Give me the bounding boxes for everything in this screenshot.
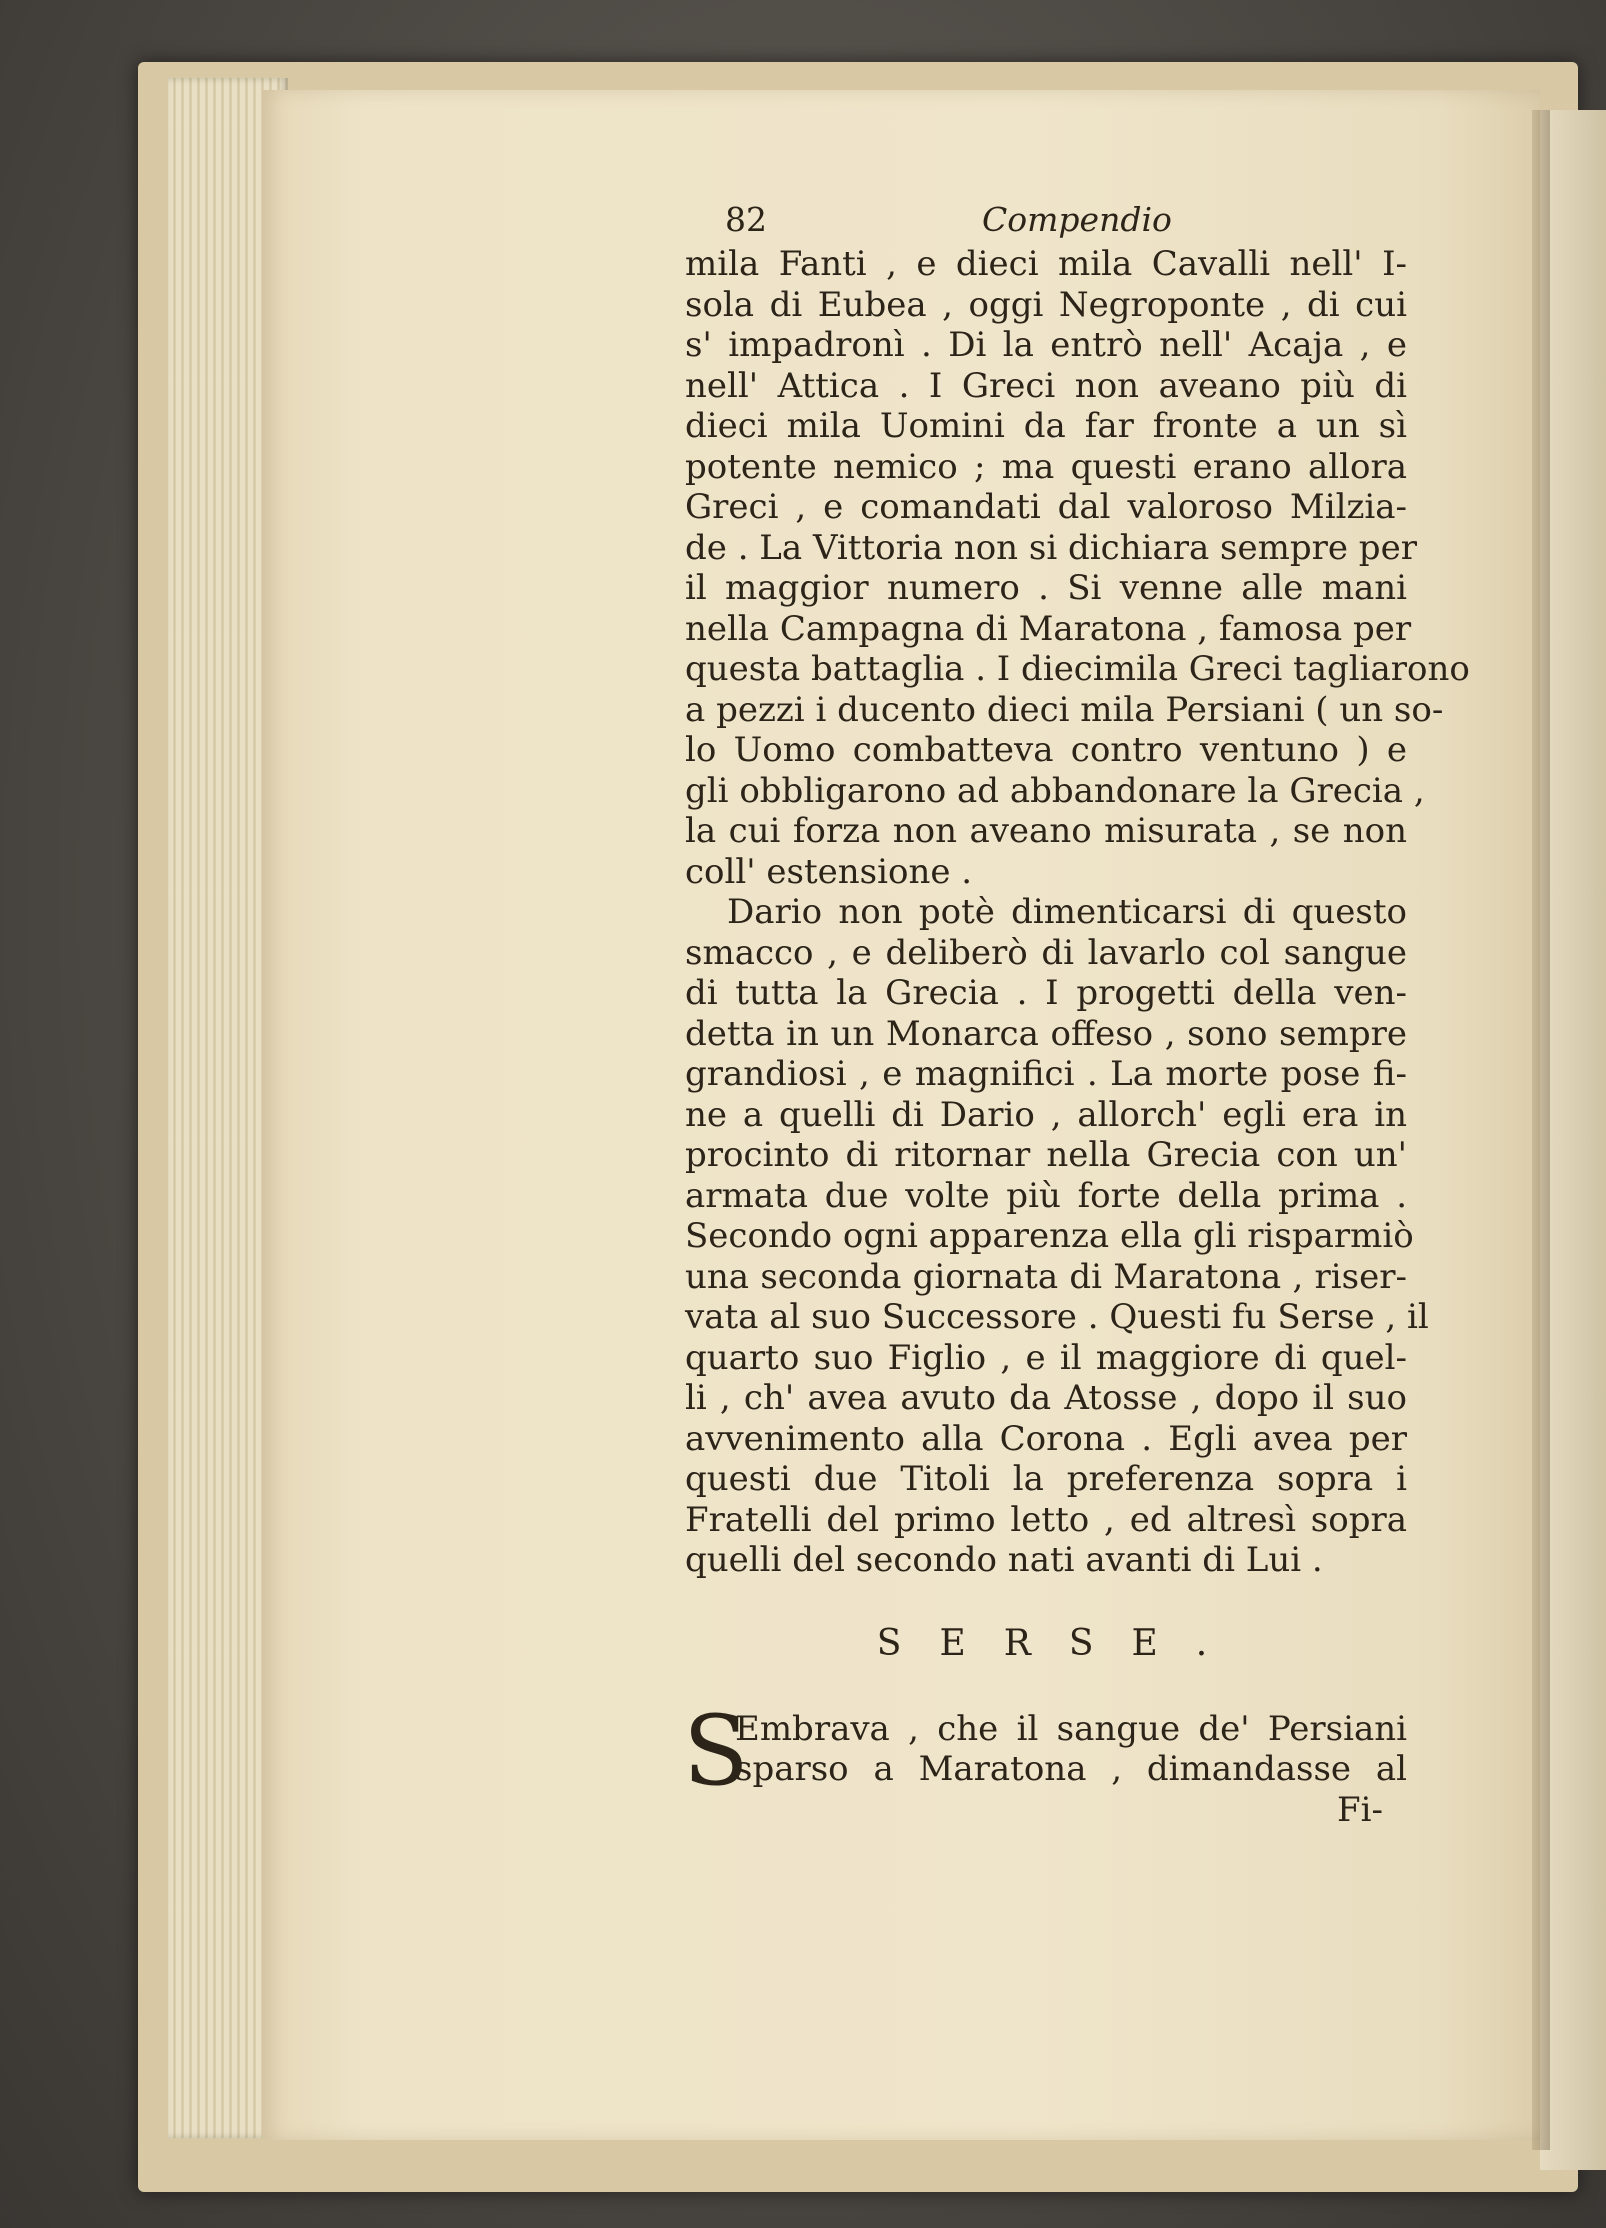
page-number: 82 [725, 200, 767, 239]
text-line: mila Fanti , e dieci mila Cavalli nell' I- [685, 244, 1407, 284]
text-line: Dario non potè dimenticarsi di questo [727, 892, 1407, 932]
text-line: nella Campagna di Maratona , famosa per [685, 608, 1412, 649]
text-line: Embrava , che il sangue de' Persiani [735, 1708, 1407, 1749]
text-line: avvenimento alla Corona . Egli avea per [685, 1418, 1407, 1459]
text-line: potente nemico ; ma questi erano allora [685, 446, 1407, 487]
gutter-shadow [1532, 110, 1550, 2150]
text-line: il maggior numero . Si venne alle mani [685, 568, 1407, 608]
text-line: di tutta la Grecia . I progetti della ven- [685, 973, 1407, 1013]
text-line: gli obbligarono ad abbandonare la Grecia , [685, 770, 1425, 811]
text-line: smacco , e deliberò di lavarlo col sangue [685, 932, 1407, 973]
running-header [685, 200, 1407, 244]
text-line: Secondo ogni apparenza ella gli risparmiò [685, 1216, 1414, 1256]
text-line: dieci mila Uomini da far fronte a un sì [685, 406, 1407, 446]
paragraph-3 [683, 1694, 1407, 1807]
text-line: Fratelli del primo letto , ed altresì sopra [685, 1499, 1407, 1540]
text-line: una seconda giornata di Maratona , riser- [685, 1256, 1407, 1297]
text-line: s' impadronì . Di la entrò nell' Acaja , e [685, 325, 1407, 365]
text-line: li , ch' avea avuto da Atosse , dopo il suo [685, 1378, 1407, 1418]
paragraph-2 [685, 892, 1429, 1581]
text-line: sola di Eubea , oggi Negroponte , di cui [685, 284, 1407, 325]
paragraph-1 [685, 244, 1470, 892]
text-line: vata al suo Successore . Questi fu Serse , il [685, 1297, 1429, 1337]
text-line: detta in un Monarca offeso , sono sempre [685, 1013, 1407, 1054]
text-line: coll' estensione . [685, 851, 973, 892]
text-line: ne a quelli di Dario , allorch' egli era in [685, 1094, 1407, 1135]
text-line: questa battaglia . I diecimila Greci tagliarono [685, 649, 1470, 689]
text-line: questi due Titoli la preferenza sopra i [685, 1459, 1407, 1499]
text-line: de . La Vittoria non si dichiara sempre per [685, 527, 1417, 568]
text-line: Greci , e comandati dal valoroso Milzia- [685, 487, 1407, 527]
text-line: sparso a Maratona , dimandasse al [735, 1749, 1407, 1789]
drop-cap: S [683, 1694, 749, 1807]
text-line: nell' Attica . I Greci non aveano più di [685, 365, 1407, 406]
section-heading: SERSE. [876, 1622, 1246, 1664]
text-line: quelli del secondo nati avanti di Lui . [685, 1540, 1323, 1580]
text-line: procinto di ritornar nella Grecia con un' [685, 1135, 1407, 1175]
text-line: lo Uomo combatteva contro ventuno ) e [685, 730, 1407, 770]
text-line: grandiosi , e magnifici . La morte pose fi- [685, 1054, 1407, 1094]
text-line: armata due volte più forte della prima . [685, 1175, 1407, 1216]
catchword: Fi- [1337, 1789, 1383, 1830]
text-line: quarto suo Figlio , e il maggiore di quel- [685, 1337, 1407, 1378]
text-line: a pezzi i ducento dieci mila Persiani ( un so- [685, 689, 1444, 730]
text-line: la cui forza non aveano misurata , se non [685, 811, 1407, 851]
page-text [683, 200, 1470, 1830]
running-title: Compendio [982, 200, 1172, 239]
